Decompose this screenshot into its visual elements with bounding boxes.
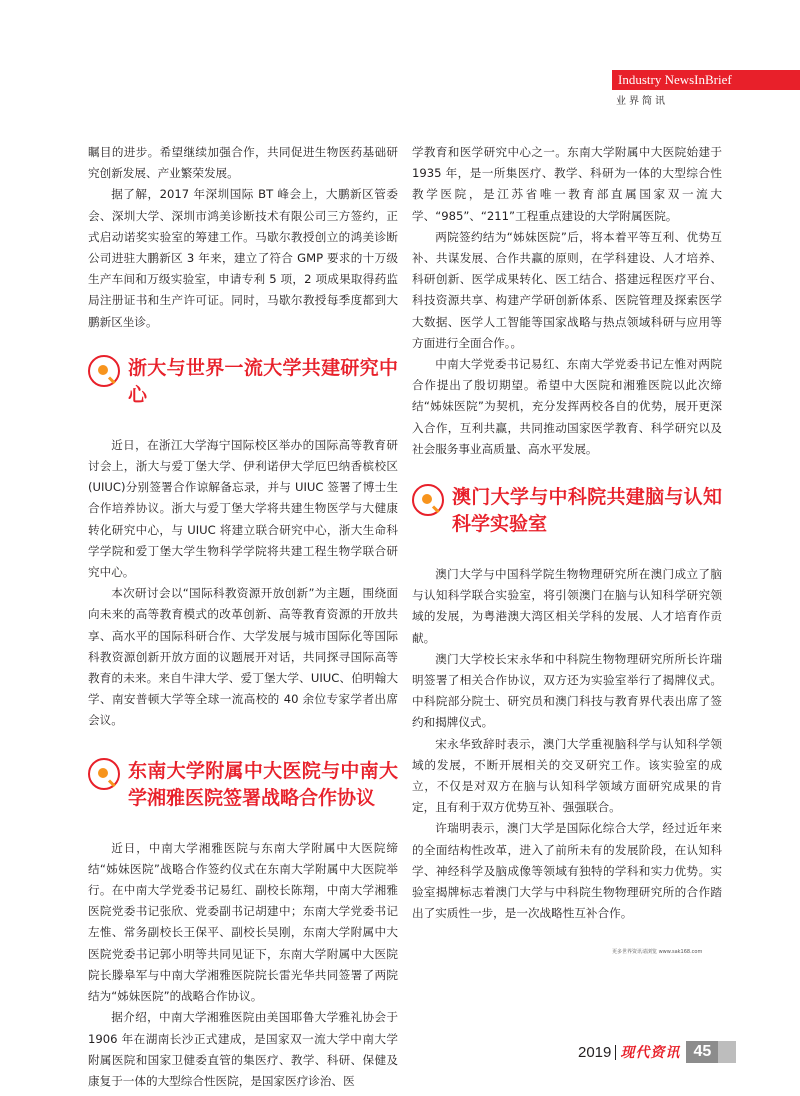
paragraph: 本次研讨会以“国际科教资源开放创新”为主题，围绕面向未来的高等教育模式的改革创新、高等教育资源的开放共享、高水平的国际科研合作、大学发展与城市国际化等国际科教资源创新开放方面的议题展开对话，共同探寻国际高等教育的未来。来自牛津大学、爱丁堡大学、UIUC、伯明翰大学、南安普顿大学等全球一流高校的 40 余位专家学者出席会议。 [88,586,398,728]
article-title: 澳门大学与中科院共建脑与认知科学实验室 [452,486,722,536]
paragraph: 学教育和医学研究中心之一。东南大学附属中大医院始建于 1935 年，是一所集医疗、教学、科研为一体的大型综合性教学医院，是江苏省唯一教育部直属国家双一流大学、“985”、“211”工程重点建设的大学附属医院。 [412,145,722,223]
page-footer [578,1041,736,1063]
paragraph: 澳门大学与中国科学院生物物理研究所在澳门成立了脑与认知科学联合实验室，将引领澳门在脑与认知科学研究领域的发展，为粤港澳大湾区相关学科的发展、人才培育作贡献。 [412,567,722,645]
right-column [412,142,722,925]
page-number: 45 [686,1041,718,1063]
paragraph: 两院签约结为“姊妹医院”后，将本着平等互利、优势互补、共谋发展、合作共赢的原则，在学科建设、人才培养、科研创新、医学成果转化、医工结合、搭建远程医疗平台、科技资源共享、构建产学研创新体系、医院管理及探索医学大数据、医学人工智能等国家战略与热点领域科研与应用等方面进行全面合作。。 [412,229,722,350]
paragraph: 瞩目的进步。希望继续加强合作，共同促进生物医药基础研究创新发展、产业繁荣发展。 [88,145,398,181]
paragraph: 据了解，2017 年深圳国际 BT 峰会上，大鹏新区管委会、深圳大学、深圳市鸿美诊断技术有限公司三方签约，正式启动诺奖实验室的筹建工作。马歇尔教授创立的鸿美诊断公司进驻大鹏新区 3 年来，建立了符合 GMP 要求的十万级生产车间和万级实验室，申请专利 5 项，2 项成果取得药监局注册证书和生产许可证。同时，马歇尔教授每季度都到大鹏新区坐诊。 [88,187,398,329]
magazine-name: 现代资讯 [620,1045,681,1061]
paragraph: 宋永华致辞时表示，澳门大学重视脑科学与认知科学领域的发展，不断开展相关的交叉研究工作。该实验室的成立，不仅是对双方在脑与认知科学领域方面研究成果的肯定，且有利于双方优势互补、强强联合。 [412,736,722,815]
article-heading [88,758,398,812]
paragraph: 据介绍，中南大学湘雅医院由美国耶鲁大学雅礼协会于 1906 年在湖南长沙正式建成，是国家双一流大学中南大学附属医院和国家卫健委直管的集医疗、教学、科研、保健及康复于一体的大型综合性医院，是国家医疗诊治、医 [88,1010,398,1088]
footer-divider [615,1045,616,1060]
section-title-en: Industry NewsInBrief [618,72,732,87]
paragraph: 澳门大学校长宋永华和中科院生物物理研究所所长许瑞明签署了相关合作协议，双方还为实验室举行了揭牌仪式。中科院部分院士、研究员和澳门科技与教育界代表出席了签约和揭牌仪式。 [412,651,722,730]
section-header-bar [612,70,800,90]
paragraph: 近日，在浙江大学海宁国际校区举办的国际高等教育研讨会上，浙大与爱丁堡大学、伊利诺伊大学厄巴纳香槟校区(UIUC)分别签署合作谅解备忘录，并与 UIUC 签署了博士生合作培养协议。浙大与爱丁堡大学将共建生物医学与大健康转化研究中心，与 UIUC 将建立联合研究中心，浙大生命科学学院和爱丁堡大学生物科学学院将共建工程生物学联合研究中心。 [88,437,398,580]
magnifier-icon [88,758,120,790]
paragraph: 中南大学党委书记易红、东南大学党委书记左惟对两院合作提出了殷切期望。希望中大医院和湘雅医院以此次缔结“姊妹医院”为契机，充分发挥两校各自的优势，展开更深入合作，互利共赢，共同推动国家医学教育、科学研究以及社会服务事业高质量、高水平发展。 [412,357,722,456]
paragraph: 许瑞明表示，澳门大学是国际化综合大学，经过近年来的全面结构性改革，进入了前所未有的发展阶段，在认知科学、神经科学及脑成像等领域有独特的学科和实力优势。实验室揭牌标志着澳门大学与中科院生物物理研究所的合作踏出了实质性一步，是一次战略性互补合作。 [412,821,722,921]
left-column [88,142,398,1092]
magnifier-icon [88,355,120,387]
article-title: 东南大学附属中大医院与中南大学湘雅医院签署战略合作协议 [128,759,398,809]
page-tab-decoration [718,1041,736,1063]
article-heading [88,355,398,409]
paragraph: 近日，中南大学湘雅医院与东南大学附属中大医院缔结“姊妹医院”战略合作签约仪式在东南大学附属中大医院举行。在中南大学党委书记易红、副校长陈翔，中南大学湘雅医院党委书记张欣、党委副书记胡建中；东南大学党委书记左惟、常务副校长王保平、副校长吴刚，东南大学附属中大医院党委书记郭小明等共同见证下，东南大学附属中大医院院长滕皋军与中南大学湘雅医院院长雷光华共同签署了两院结为“姊妹医院”的战略合作协议。 [88,840,398,1004]
website-credit: 更多世界资讯请浏览 www.sak168.com [612,949,703,955]
article-heading [412,484,722,538]
issue-year: 2019 [578,1043,612,1061]
section-title-cn: 业界简讯 [616,96,668,107]
magnifier-icon [412,484,444,516]
article-title: 浙大与世界一流大学共建研究中心 [128,356,398,406]
